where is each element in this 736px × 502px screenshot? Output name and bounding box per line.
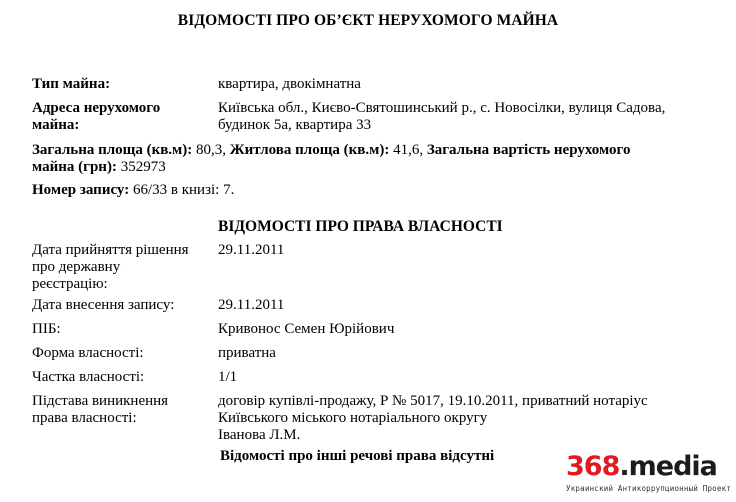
- logo-word: media: [628, 451, 717, 482]
- logo-number: 368: [566, 451, 620, 482]
- watermark-logo: [566, 452, 736, 500]
- record-line: [32, 182, 234, 199]
- address-label: Адреса нерухомого майна:: [32, 100, 161, 133]
- ownership-basis-value: договір купівлі-продажу, Р № 5017, 19.10.2011, приватний нотаріус Київського міського нотаріального округу Іванова Л.М.: [218, 393, 648, 443]
- ownership-section-title: ВІДОМОСТІ ПРО ПРАВА ВЛАСНОСТІ: [218, 218, 503, 235]
- property-type-label: Тип майна:: [32, 76, 111, 92]
- entry-date-value: 29.11.2011: [218, 297, 285, 313]
- property-type-value: квартира, двокімнатна: [218, 76, 361, 92]
- decision-date-label: Дата прийняття рішення про державну реєстрацію:: [32, 242, 189, 292]
- entry-date-label: Дата внесення запису:: [32, 297, 175, 313]
- document-title: ВІДОМОСТІ ПРО ОБ’ЄКТ НЕРУХОМОГО МАЙНА: [177, 12, 559, 29]
- living-area-value: 41,6,: [389, 142, 427, 158]
- record-value: 66/33 в книзі: 7.: [129, 182, 235, 198]
- ownership-share-value: 1/1: [218, 369, 238, 385]
- total-cost-label-cont: майна (грн):: [32, 159, 117, 175]
- total-cost-label: Загальна вартість нерухомого: [426, 142, 631, 158]
- living-area-label: Житлова площа (кв.м):: [229, 142, 390, 158]
- other-rights-note: Відомості про інші речові права відсутні: [220, 448, 495, 464]
- ownership-form-label: Форма власності:: [32, 345, 144, 361]
- logo-subtitle: Украинский Антикоррупционный Проект: [566, 484, 732, 493]
- address-value: Київська обл., Києво-Святошинський р., с. Новосілки, вулиця Садова, будинок 5а, квартира 33: [218, 100, 666, 133]
- ownership-share-label: Частка власності:: [32, 369, 145, 385]
- decision-date-value: 29.11.2011: [218, 242, 285, 258]
- owner-name-label: ПІБ:: [32, 321, 61, 337]
- logo-dot: .: [619, 451, 629, 482]
- ownership-form-value: приватна: [218, 345, 276, 361]
- record-label: Номер запису:: [32, 182, 130, 198]
- area-cost-line: [32, 142, 712, 176]
- total-area-value: 80,3,: [192, 142, 230, 158]
- total-area-label: Загальна площа (кв.м):: [32, 142, 193, 158]
- ownership-basis-label: Підстава виникнення права власності:: [32, 393, 169, 426]
- owner-name-value: Кривонос Семен Юрійович: [218, 321, 395, 337]
- total-cost-value: 352973: [116, 159, 166, 175]
